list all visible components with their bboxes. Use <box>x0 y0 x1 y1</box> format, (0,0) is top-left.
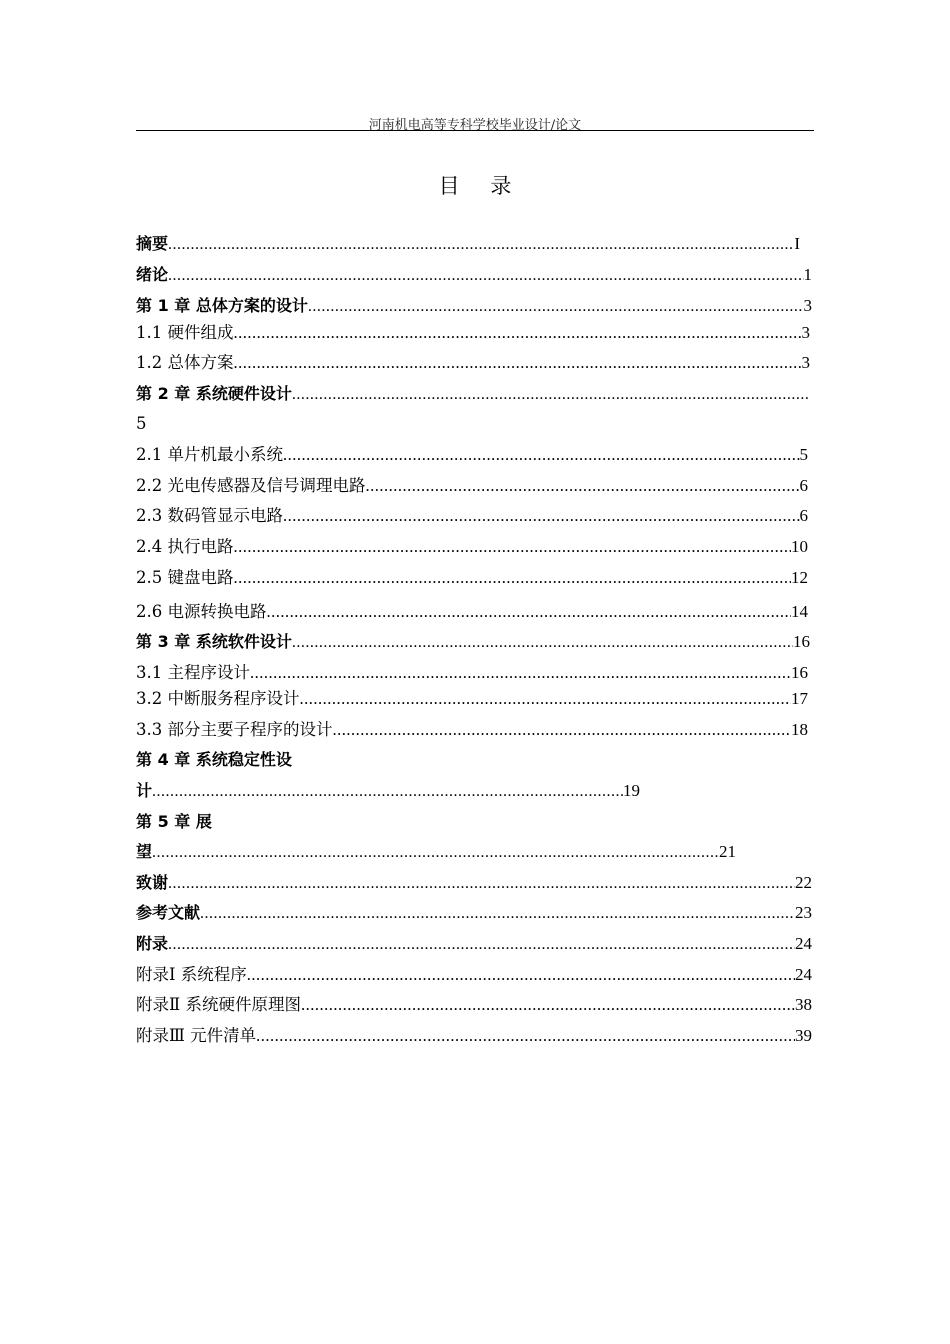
toc-page-number: 16 <box>791 663 808 682</box>
toc-leader <box>168 234 794 256</box>
toc-entry-label: 2.6 电源转换电路 <box>136 602 267 621</box>
toc-entry-label: 2.2 光电传感器及信号调理电路 <box>136 476 366 495</box>
toc-entry-label: 附录Ⅰ 系统程序 <box>136 965 247 984</box>
toc-page-number: 19 <box>623 781 640 800</box>
toc-entry-label: 3.2 中断服务程序设计 <box>136 689 300 708</box>
toc-entry-label: 附录Ⅱ 系统硬件原理图 <box>136 995 301 1014</box>
toc-entry-label: 2.4 执行电路 <box>136 537 234 556</box>
toc-entry-chapter-1[interactable] <box>136 295 812 318</box>
toc-page-number: 10 <box>791 537 808 556</box>
toc-entry-chapter-5-cont[interactable] <box>136 841 736 864</box>
toc-entry-label: 参考文献 <box>136 903 201 922</box>
toc-entry-label: 计 <box>136 781 153 800</box>
toc-entry-2-3[interactable] <box>136 505 808 527</box>
toc-entry-label: 1.1 硬件组成 <box>136 323 234 342</box>
toc-leader <box>168 873 795 895</box>
page-header: 河南机电高等专科学校毕业设计/论文 <box>368 118 582 133</box>
toc-leader <box>292 384 810 406</box>
toc-page-number: 5 <box>799 445 808 464</box>
toc-entry-label: 第 3 章 系统软件设计 <box>136 632 292 651</box>
header-divider <box>136 130 814 131</box>
toc-page-number: 12 <box>791 568 808 587</box>
toc-leader <box>168 934 795 956</box>
toc-leader <box>250 662 791 684</box>
toc-entry-introduction[interactable] <box>136 264 812 287</box>
toc-entry-label: 摘要 <box>136 234 169 253</box>
toc-page-number: 14 <box>791 602 808 621</box>
toc-leader <box>200 903 795 925</box>
toc-leader <box>234 322 802 344</box>
toc-page-number: 22 <box>795 873 812 892</box>
toc-page-number: 16 <box>793 632 810 651</box>
toc-entry-2-5[interactable] <box>136 567 808 589</box>
toc-leader <box>152 781 623 803</box>
toc-entry-1-2[interactable] <box>136 352 810 374</box>
toc-leader <box>308 296 804 318</box>
toc-page-number: 3 <box>801 323 810 342</box>
toc-entry-chapter-4-cont[interactable] <box>136 780 640 803</box>
toc-entry-abstract[interactable] <box>136 233 800 256</box>
toc-entry-appendix-3[interactable] <box>136 1025 812 1047</box>
toc-entry-chapter-4[interactable]: 第 4 章 系统稳定性设 <box>136 750 292 769</box>
toc-leader <box>283 505 800 527</box>
toc-leader <box>247 964 795 986</box>
toc-leader <box>283 444 800 466</box>
toc-entry-chapter-2[interactable] <box>136 383 810 406</box>
toc-entry-2-2[interactable] <box>136 475 808 497</box>
toc-entry-2-1[interactable] <box>136 444 808 466</box>
toc-page-number: 6 <box>799 506 808 525</box>
toc-leader <box>300 688 792 710</box>
toc-page-number: 5 <box>136 414 147 433</box>
toc-entry-appendix-2[interactable] <box>136 994 812 1016</box>
toc-entry-3-3[interactable] <box>136 719 808 741</box>
toc-entry-label: 第 2 章 系统硬件设计 <box>136 384 292 403</box>
toc-entry-label: 3.1 主程序设计 <box>136 663 250 682</box>
toc-entry-label: 附录Ⅲ 元件清单 <box>136 1026 257 1045</box>
toc-entry-label: 绪论 <box>136 265 169 284</box>
toc-entry-3-2[interactable] <box>136 688 808 710</box>
toc-entry-2-4[interactable] <box>136 536 808 558</box>
toc-entry-label: 2.1 单片机最小系统 <box>136 445 283 464</box>
toc-page-number: 3 <box>803 296 812 315</box>
toc-page-number: I <box>794 234 800 253</box>
toc-entry-label: 2.5 键盘电路 <box>136 568 234 587</box>
toc-entry-appendix[interactable] <box>136 933 812 956</box>
toc-leader <box>301 994 795 1016</box>
toc-leader <box>267 601 792 623</box>
toc-page-number: 3 <box>801 353 810 372</box>
toc-page-number: 21 <box>719 842 736 861</box>
toc-leader <box>234 352 802 374</box>
toc-entry-references[interactable] <box>136 902 812 925</box>
toc-page-number: 1 <box>803 265 812 284</box>
toc-entry-3-1[interactable] <box>136 662 808 684</box>
toc-entry-label: 附录 <box>136 934 169 953</box>
toc-leader <box>256 1025 795 1047</box>
toc-entry-1-1[interactable] <box>136 322 810 344</box>
toc-page-number: 18 <box>791 720 808 739</box>
toc-entry-label: 望 <box>136 842 153 861</box>
toc-page-number: 24 <box>795 965 812 984</box>
toc-entry-chapter-3[interactable] <box>136 631 810 654</box>
toc-page-number: 38 <box>795 995 812 1014</box>
toc-page-number: 23 <box>795 903 812 922</box>
toc-leader <box>234 536 792 558</box>
toc-title: 目 录 <box>438 174 524 198</box>
toc-entry-acknowledgements[interactable] <box>136 872 812 895</box>
toc-leader <box>234 567 792 589</box>
toc-entry-appendix-1[interactable] <box>136 964 812 986</box>
toc-entry-2-6[interactable] <box>136 601 808 623</box>
toc-entry-chapter-5[interactable]: 第 5 章 展 <box>136 812 212 831</box>
toc-entry-label: 第 1 章 总体方案的设计 <box>136 296 308 315</box>
toc-entry-label: 致谢 <box>136 873 169 892</box>
toc-entry-label: 1.2 总体方案 <box>136 353 234 372</box>
toc-page-number: 39 <box>795 1026 812 1045</box>
toc-page-number: 17 <box>791 689 808 708</box>
toc-entry-label: 2.3 数码管显示电路 <box>136 506 283 525</box>
toc-leader <box>168 265 803 287</box>
toc-leader <box>333 719 792 741</box>
toc-leader <box>366 475 800 497</box>
toc-leader <box>292 632 793 654</box>
toc-page-number: 24 <box>795 934 812 953</box>
toc-entry-label: 3.3 部分主要子程序的设计 <box>136 720 333 739</box>
toc-leader <box>152 842 719 864</box>
toc-page-number: 6 <box>799 476 808 495</box>
